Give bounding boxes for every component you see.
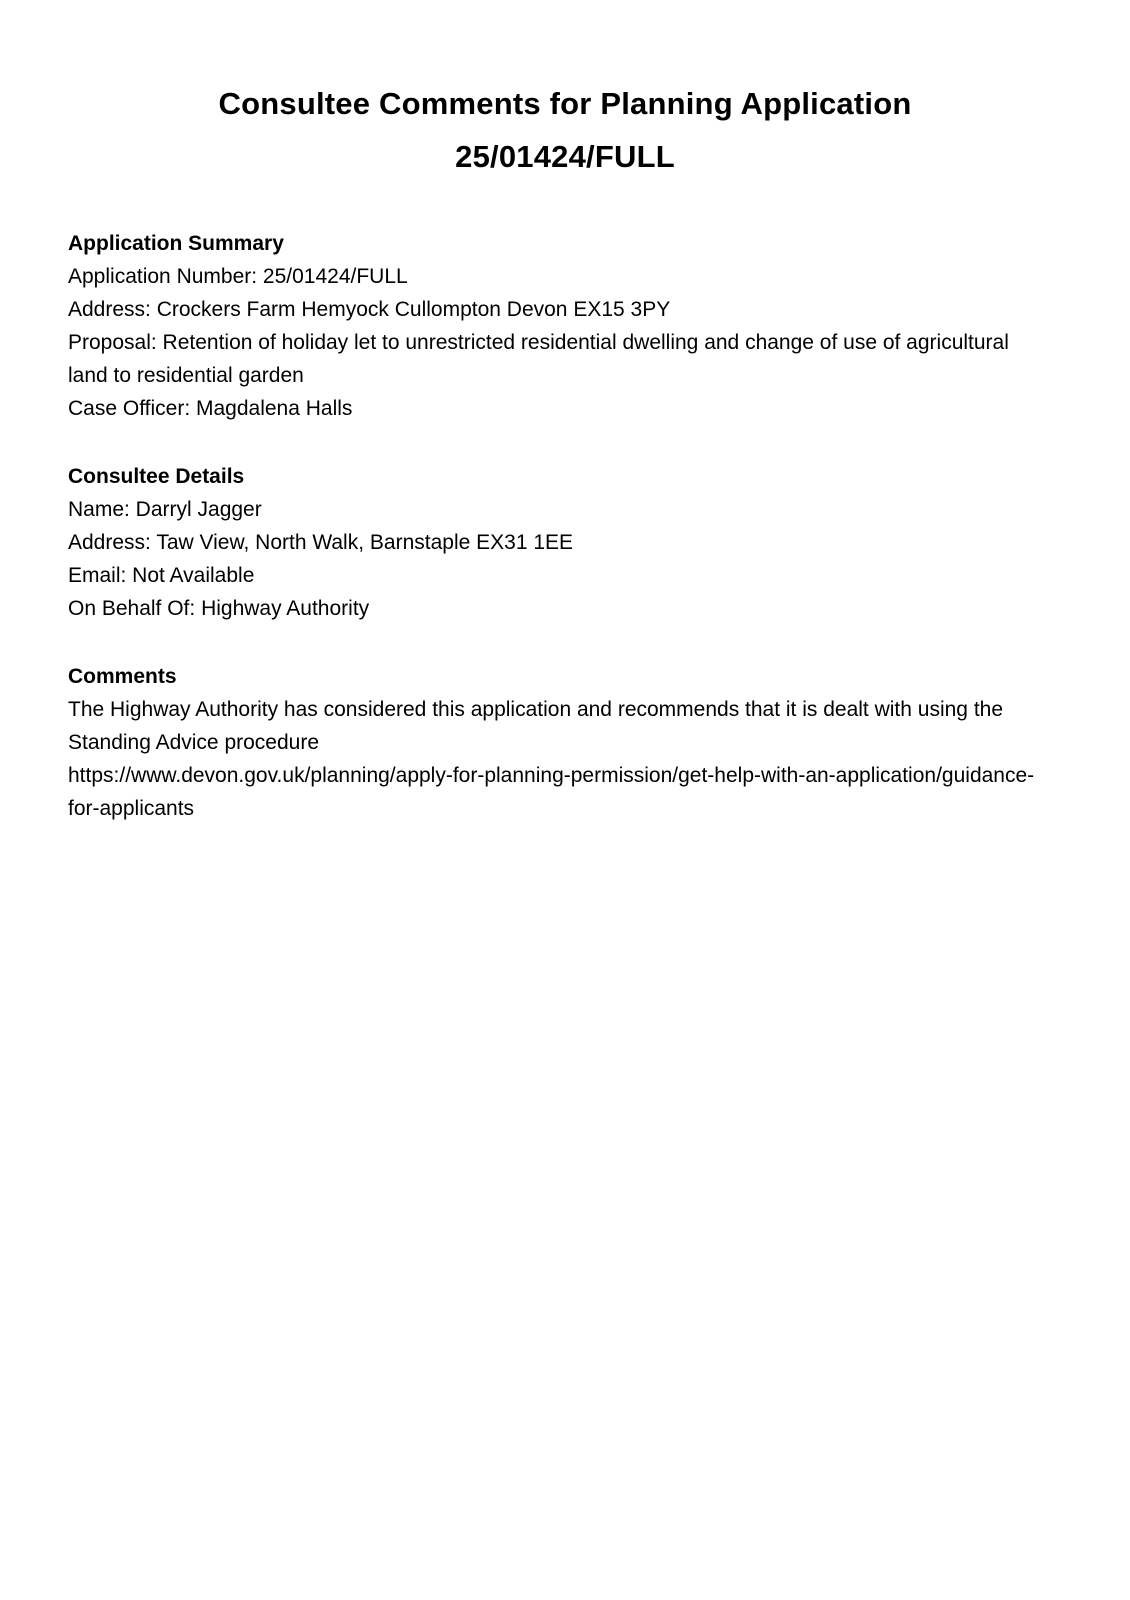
consultee-details-section [68, 460, 1062, 625]
comment-text: The Highway Authority has considered this application and recommends that it is dealt with using the Standing Advice procedure [68, 698, 1004, 754]
comment-url: https://www.devon.gov.uk/planning/apply-for-planning-permission/get-help-with-an-application/guidance-for-applicants [68, 764, 1035, 820]
application-summary-heading: Application Summary [68, 232, 284, 255]
comments-heading: Comments [68, 665, 177, 688]
document-title-line2: 25/01424/FULL [455, 139, 675, 174]
consultee-details-heading: Consultee Details [68, 465, 245, 488]
document-title-line1: Consultee Comments for Planning Application [218, 86, 912, 121]
comments-section [68, 660, 1062, 825]
case-officer-line: Case Officer: Magdalena Halls [68, 397, 353, 420]
application-address-line: Address: Crockers Farm Hemyock Cullompton Devon EX15 3PY [68, 298, 671, 321]
consultee-name-line: Name: Darryl Jagger [68, 498, 262, 521]
consultee-address-line: Address: Taw View, North Walk, Barnstaple EX31 1EE [68, 531, 574, 554]
document-title [68, 77, 1062, 183]
proposal-line: Proposal: Retention of holiday let to unrestricted residential dwelling and change of use of agricultural land to residential garden [68, 331, 1009, 387]
consultee-email-line: Email: Not Available [68, 564, 255, 587]
on-behalf-of-line: On Behalf Of: Highway Authority [68, 597, 370, 620]
application-number-line: Application Number: 25/01424/FULL [68, 265, 408, 288]
application-summary-section [68, 227, 1062, 425]
